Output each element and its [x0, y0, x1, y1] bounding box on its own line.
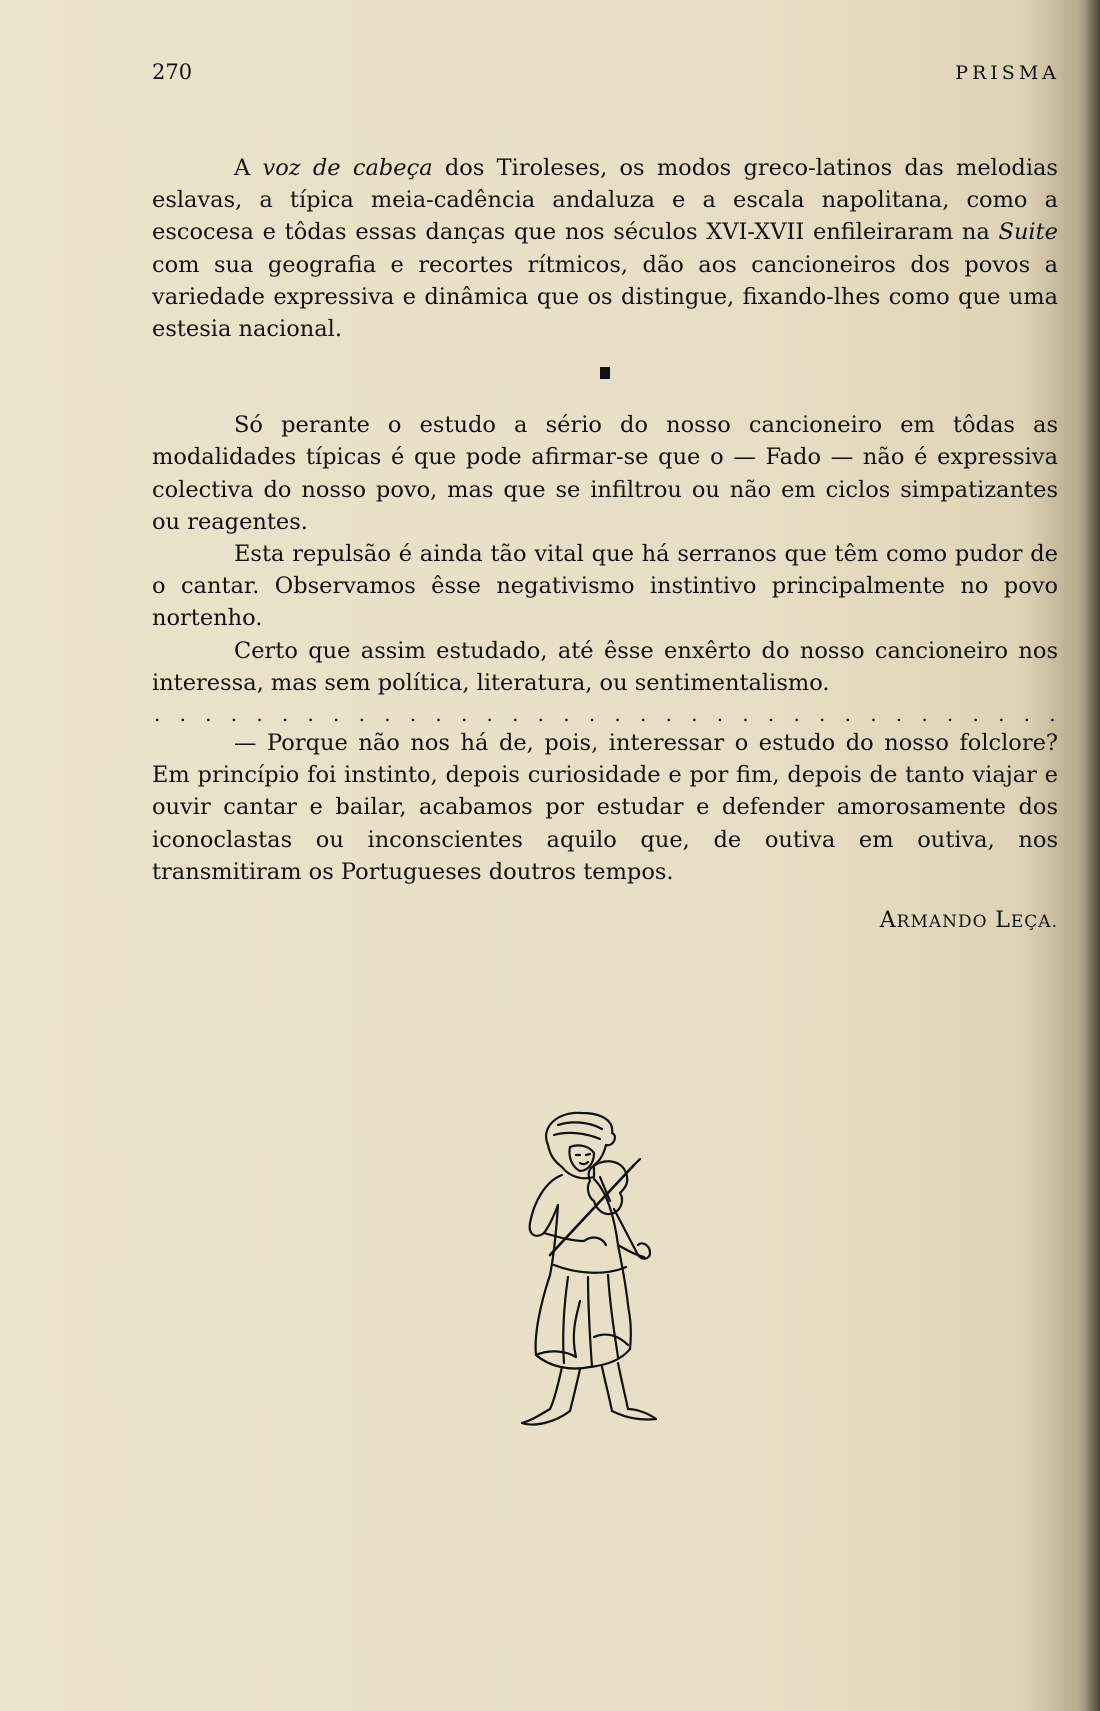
paragraph-1-text-c: com sua geografia e recortes rítmicos, dão aos cancioneiros dos povos a variedade expressiva e dinâmica que os distingue, fixando-lhes como que uma estesia nacional.	[152, 251, 1058, 343]
paragraph-1-text-b: dos Tiroleses, os modos greco-latinos das melodias eslavas, a típica meia-cadência andaluza e a escala napolitana, como a escocesa e tôdas essas danças que nos séculos XVI-XVII enfileiraram na	[152, 155, 1058, 246]
signature-rest-b: EÇA.	[1010, 912, 1058, 933]
article-body	[152, 152, 1058, 938]
signature-initial-b: L	[995, 908, 1011, 934]
signature-rest-a: RMANDO	[896, 912, 988, 933]
paragraph-4: Certo que assim estudado, até êsse enxêrto do nosso cancioneiro nos interessa, mas sem política, literatura, ou sentimentalismo.	[152, 637, 1058, 696]
paragraph-1	[152, 152, 1058, 345]
italic-voz-de-cabeca: voz de cabeça	[262, 155, 433, 181]
dotted-ellipsis-line: . . . . . . . . . . . . . . . . . . . . . . . . . . . . . . . . . . . .	[154, 702, 1056, 727]
paragraph-1-text-a: A	[234, 155, 263, 181]
italic-suite: Suite	[998, 219, 1058, 246]
fiddler-woodcut-illustration	[510, 1105, 690, 1435]
running-title: PRISMA	[955, 62, 1060, 84]
paragraph-3: Esta repulsão é ainda tão vital que há serranos que têm como pudor de o cantar. Observamos êsse negativismo instintivo principalmente no povo nortenho.	[152, 541, 1058, 632]
paragraph-2: Só perante o estudo a sério do nosso cancioneiro em tôdas as modalidades típicas é que pode afirmar-se que o — Fado — não é expressiva colectiva do nosso povo, mas que se infiltrou ou não em ciclos simpatizantes ou reagentes.	[152, 412, 1058, 535]
paragraph-5: — Porque não nos há de, pois, interessar o estudo do nosso folclore? Em princípio foi instinto, depois curiosidade e por fim, depois de tanto viajar e ouvir cantar e bailar, acabamos por estudar e defender amorosamente dos iconoclastas ou inconscientes aquilo que, de outiva em outiva, nos transmitiram os Portugueses doutros tempos.	[152, 730, 1058, 885]
book-spine-shadow	[1086, 0, 1100, 1711]
page-header	[152, 60, 1060, 90]
signature-initial-a: A	[879, 908, 897, 934]
author-signature	[152, 904, 1058, 938]
section-separator-square	[600, 367, 610, 379]
page-number: 270	[152, 60, 193, 84]
